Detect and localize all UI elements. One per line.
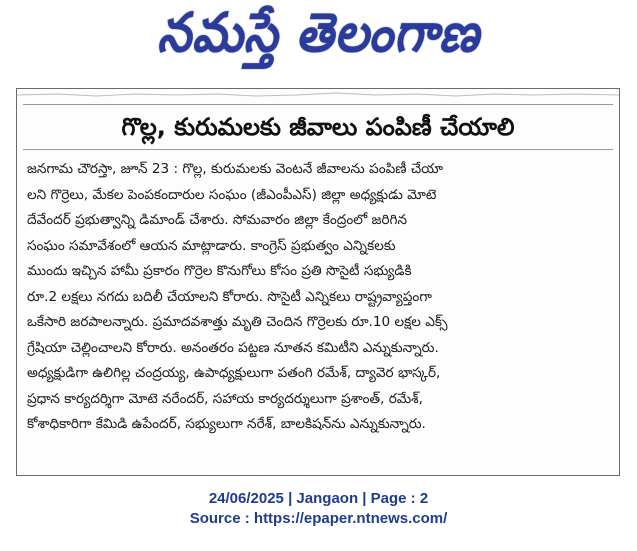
article-body	[27, 157, 609, 438]
article-headline: గొల్ల, కురుమలకు జీవాలు పంపిణీ చేయాలి	[121, 113, 515, 141]
article-body-line: ముందు ఇచ్చిన హామీ ప్రకారం గొర్రెల కొనుగోలు కోసం ప్రతి సొసైటీ సభ్యుడికి	[27, 263, 412, 279]
source-url: Source : https://epaper.ntnews.com/	[189, 510, 448, 527]
date-location-page: 24/06/2025 | Jangaon | Page : 2	[208, 490, 429, 507]
torn-edge-decoration	[17, 89, 619, 103]
article-body-line: అధ్యక్షుడిగా ఉలిగిల్ల చంద్రయ్య, ఉపాధ్యక్షులుగా పతంగి రమేశ్, ద్యావెర భాస్కర్,	[27, 365, 441, 381]
headline-top-rule	[23, 104, 613, 105]
article-body-line: ఒకేసారి జరపాలన్నారు. ప్రమాదవశాత్తు మృతి చెందిన గొర్రెలకు రూ.10 లక్షల ఎక్స్	[27, 314, 448, 330]
clipping-footer	[0, 489, 637, 529]
masthead	[0, 0, 637, 80]
article-body-line: గ్రేషియా చెల్లించాలని కోరారు. అనంతరం పట్టణ నూతన కమిటీని ఎన్నుకున్నారు.	[27, 339, 439, 356]
newspaper-logo-title: నమస్తే తెలంగాణ	[157, 1, 480, 65]
article-body-line: లని గొర్రెలు, మేకల పెంపకందారుల సంఘం (జీఎంపీఎస్) జిల్లా అధ్యక్షుడు మోటె	[27, 186, 437, 203]
headline-bottom-rule	[23, 149, 613, 150]
news-clipping	[16, 88, 620, 476]
article-body-line: ప్రధాన కార్యదర్శిగా మోటె నరేందర్, సహాయ కార్యదర్శులుగా ప్రశాంత్, రమేశ్,	[27, 390, 423, 407]
article-body-line: రూ.2 లక్షలు నగదు బదిలీ చేయాలని కోరారు. సొసైటీ ఎన్నికలు రాష్ట్రవ్యాప్తంగా	[27, 288, 432, 305]
article-body-line: కోశాధికారిగా కేమిడి ఉపేందర్, సభ్యులుగా నరేశ్, బాలకిషన్‌ను ఎన్నుకున్నారు.	[27, 416, 426, 432]
article-body-line: సంఘం సమావేశంలో ఆయన మాట్లాడారు. కాంగ్రెస్ ప్రభుత్వం ఎన్నికలకు	[27, 237, 396, 254]
article-body-line: దేవేందర్ ప్రభుత్వాన్ని డిమాండ్ చేశారు. సోమవారం జిల్లా కేంద్రంలో జరిగిన	[27, 212, 407, 228]
article-body-line: జనగామ చౌరస్తా, జూన్ 23 : గొల్ల, కురుమలకు వెంటనే జీవాలను పంపిణీ చేయా	[27, 161, 443, 177]
